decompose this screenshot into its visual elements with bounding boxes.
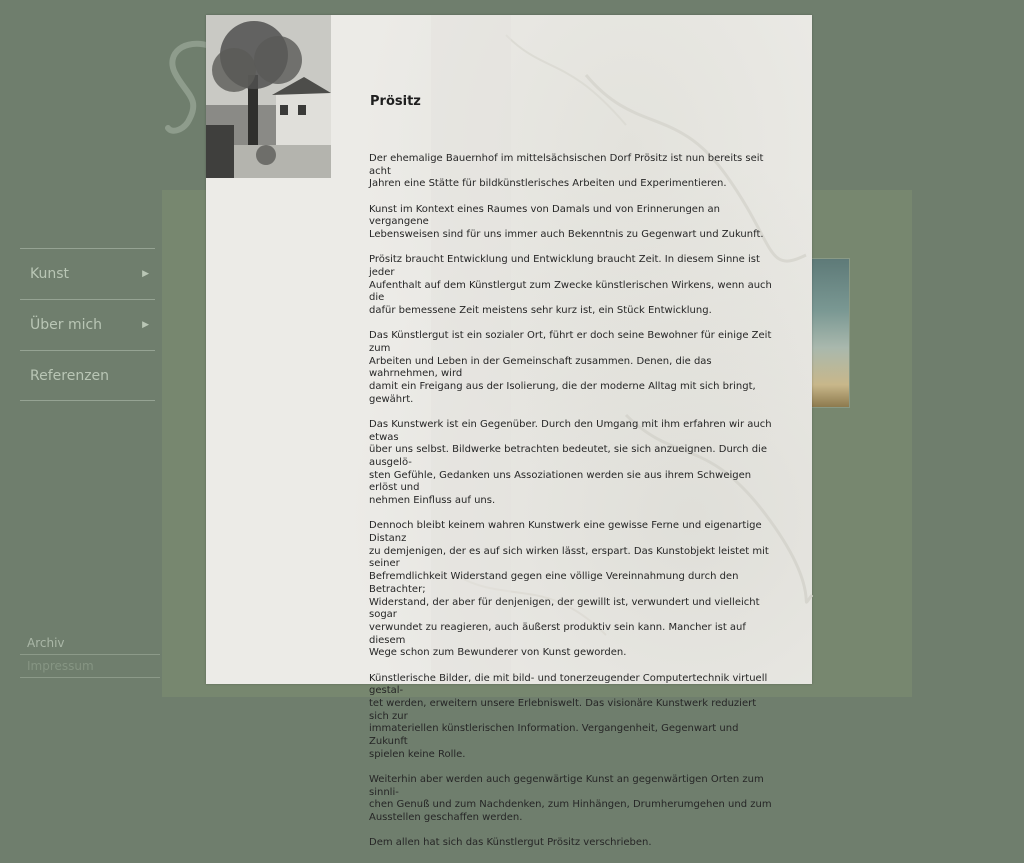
footer-nav <box>20 632 160 678</box>
nav-item-label: Über mich <box>30 317 103 333</box>
nav-item-kunst[interactable] <box>20 248 155 299</box>
imprint-link[interactable]: Impressum <box>20 655 160 678</box>
article-paragraph: Der ehemalige Bauernhof im mittelsächsischen Dorf Prösitz ist nun bereits seit acht Jahren eine Stätte für bildkünstlerisches Arbeiten und Experimentieren. <box>369 153 764 190</box>
nav-item-referenzen[interactable] <box>20 350 155 401</box>
archive-link[interactable]: Archiv <box>20 632 160 655</box>
article-paragraph: Das Kunstwerk ist ein Gegenüber. Durch den Umgang mit ihm erfahren wir auch etwas über uns selbst. Bildwerke betrachten bedeutet, sie sich anzueignen. Durch die ausgelö- sten Gefühle, Gedanken uns Assoziationen werden sie aus ihrem Schweigen erlöst und nehmen Einfluss auf uns. <box>369 418 772 507</box>
article-paragraph: Kunst im Kontext eines Raumes von Damals und von Erinnerungen an vergangene Lebensweisen sind für uns immer auch Bekenntnis zu Gegenwart und Zukunft. <box>369 203 764 241</box>
nav-item-label: Kunst <box>30 266 70 282</box>
article-paragraph: Weiterhin aber werden auch gegenwärtige Kunst an gegenwärtigen Orten zum sinnli- chen Genuß und zum Nachdenken, zum Hinhängen, Drumherumgehen und zum Ausstellen geschaffen werden. <box>369 774 772 824</box>
farmhouse-tree-photo <box>206 15 331 178</box>
article-paragraph: Das Künstlergut ist ein sozialer Ort, führt er doch seine Bewohner für einige Zeit zum Arbeiten und Leben in der Gemeinschaft zusammen. Denen, die das wahrnehmen, wird damit ein Freigang aus der Isolierung, die der moderne Alltag mit sich bringt, gewährt. <box>369 330 772 405</box>
nav-item-ueber-mich[interactable] <box>20 299 155 350</box>
article-paragraph: Künstlerische Bilder, die mit bild- und tonerzeugender Computertechnik virtuell gestal- tet werden, erweitern unsere Erlebniswelt. Das visionäre Kunstwerk reduziert sich zur immateriellen künstlerischen Information. Vergangenheit, Gegenwart und Zukunft spielen keine Rolle. <box>369 672 768 760</box>
article-paragraph: Prösitz braucht Entwicklung und Entwicklung braucht Zeit. In diesem Sinne ist jeder Aufenthalt auf dem Künstlergut zum Zwecke künstlerischen Wirkens, wenn auch die dafür bemessene Zeit meistens sehr kurz ist, ein Stück Entwicklung. <box>369 254 772 317</box>
nav-item-label: Referenzen <box>30 367 110 384</box>
main-nav <box>20 248 155 401</box>
chevron-right-icon: ▶ <box>142 320 149 330</box>
article-sheet <box>206 15 812 849</box>
artwork-thumbnail[interactable] <box>808 258 850 408</box>
article-title: Prösitz <box>370 94 421 109</box>
article-paragraph: Dem allen hat sich das Künstlergut Prösitz verschrieben. <box>369 837 652 849</box>
article-body <box>369 153 779 863</box>
chevron-right-icon: ▶ <box>142 269 149 279</box>
article-paragraph: Dennoch bleibt keinem wahren Kunstwerk eine gewisse Ferne und eigenartige Distanz zu demjenigen, der es auf sich wirken lässt, erspart. Das Kunstobjekt leistet mit seiner Befremdlichkeit Widerstand gegen eine völlige Vereinnahmung durch den Betrachter; Widerstand, der aber für denjenigen, der gewillt ist, verwundert und vielleicht sogar verwundet zu reagieren, auch äußerst produktiv sein kann. Mancher ist auf diesem Wege schon zum Bewunderer von Kunst geworden. <box>369 520 769 659</box>
